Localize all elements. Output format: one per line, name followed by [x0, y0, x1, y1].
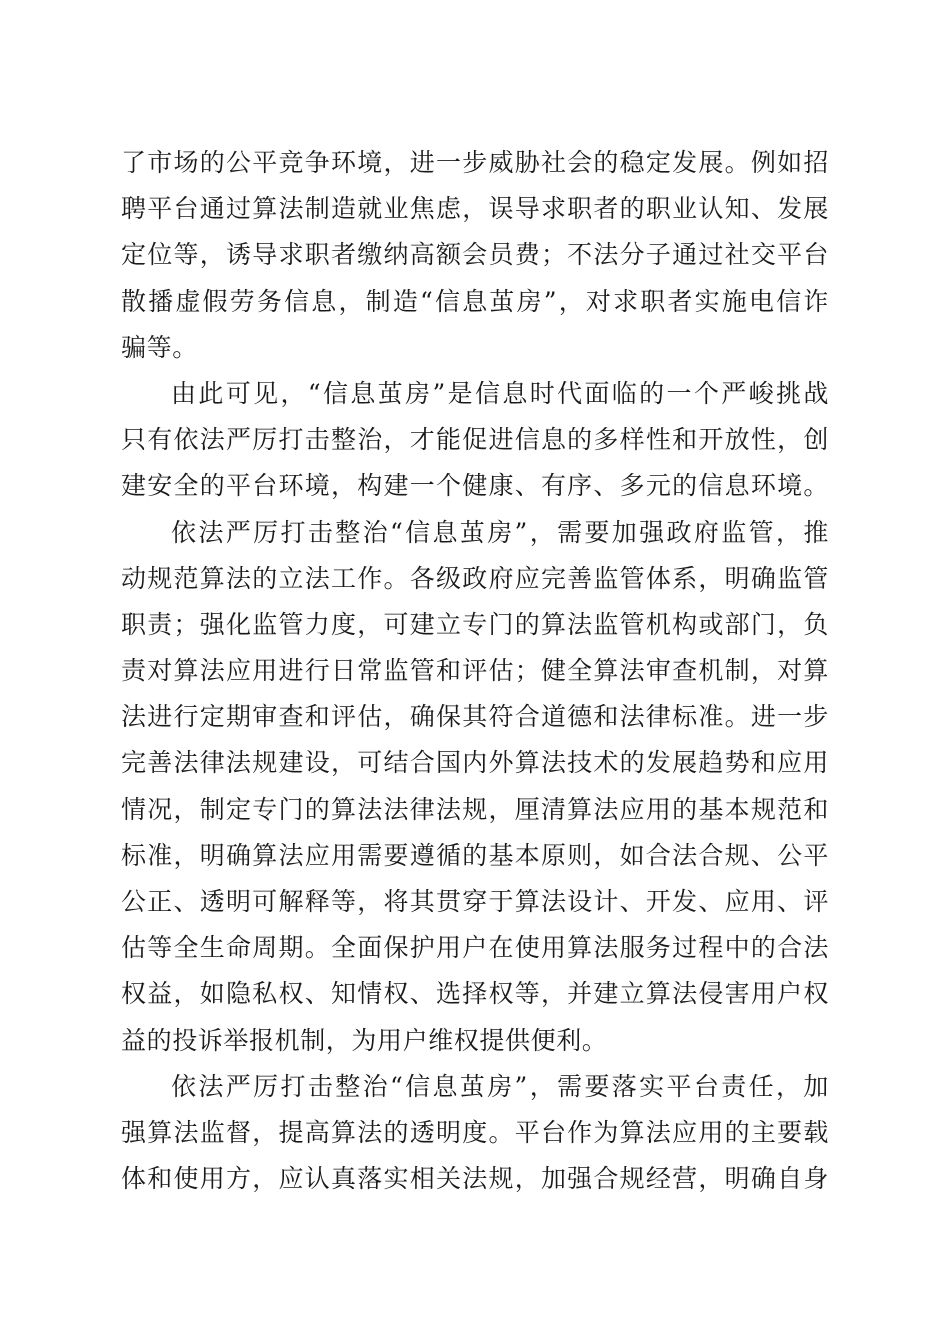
text-line: 完善法律法规建设，可结合国内外算法技术的发展趋势和应用 — [121, 748, 829, 778]
paragraph-first-line: 由此可见，“信息茧房”是信息时代面临的一个严峻挑战 — [171, 378, 829, 408]
body-text — [121, 140, 829, 1202]
text-line: 强算法监督，提高算法的透明度。平台作为算法应用的主要载 — [121, 1117, 829, 1147]
paragraph-first-line: 依法严厉打击整治“信息茧房”，需要落实平台责任，加 — [171, 1071, 829, 1101]
text-line: 情况，制定专门的算法法律法规，厘清算法应用的基本规范和 — [121, 794, 829, 824]
text-line: 散播虚假劳务信息，制造“信息茧房”，对求职者实施电信诈 — [121, 286, 829, 316]
text-line: 权益，如隐私权、知情权、选择权等，并建立算法侵害用户权 — [121, 979, 829, 1009]
text-line: 估等全生命周期。全面保护用户在使用算法服务过程中的合法 — [121, 933, 829, 963]
paragraph-first-line: 依法严厉打击整治“信息茧房”，需要加强政府监管，推 — [171, 517, 829, 547]
text-line: 法进行定期审查和评估，确保其符合道德和法律标准。进一步 — [121, 702, 829, 732]
text-line: 责对算法应用进行日常监管和评估；健全算法审查机制，对算 — [121, 656, 829, 686]
text-line: 益的投诉举报机制，为用户维权提供便利。 — [121, 1025, 608, 1055]
text-line: 了市场的公平竞争环境，进一步威胁社会的稳定发展。例如招 — [121, 148, 829, 177]
text-line: 职责；强化监管力度，可建立专门的算法监管机构或部门，负 — [121, 609, 829, 639]
text-line: 聘平台通过算法制造就业焦虑，误导求职者的职业认知、发展 — [121, 194, 829, 224]
text-line: 定位等，诱导求职者缴纳高额会员费；不法分子通过社交平台 — [121, 240, 829, 270]
text-line: 体和使用方，应认真落实相关法规，加强合规经营，明确自身 — [121, 1164, 829, 1194]
text-line: 建安全的平台环境，构建一个健康、有序、多元的信息环境。 — [121, 471, 829, 501]
text-line: 只有依法严厉打击整治，才能促进信息的多样性和开放性，创 — [121, 425, 829, 455]
text-line: 标准，明确算法应用需要遵循的基本原则，如合法合规、公平 — [121, 840, 829, 870]
text-line: 公正、透明可解释等，将其贯穿于算法设计、开发、应用、评 — [121, 887, 829, 916]
text-line: 动规范算法的立法工作。各级政府应完善监管体系，明确监管 — [121, 563, 829, 593]
text-line: 骗等。 — [121, 332, 198, 362]
